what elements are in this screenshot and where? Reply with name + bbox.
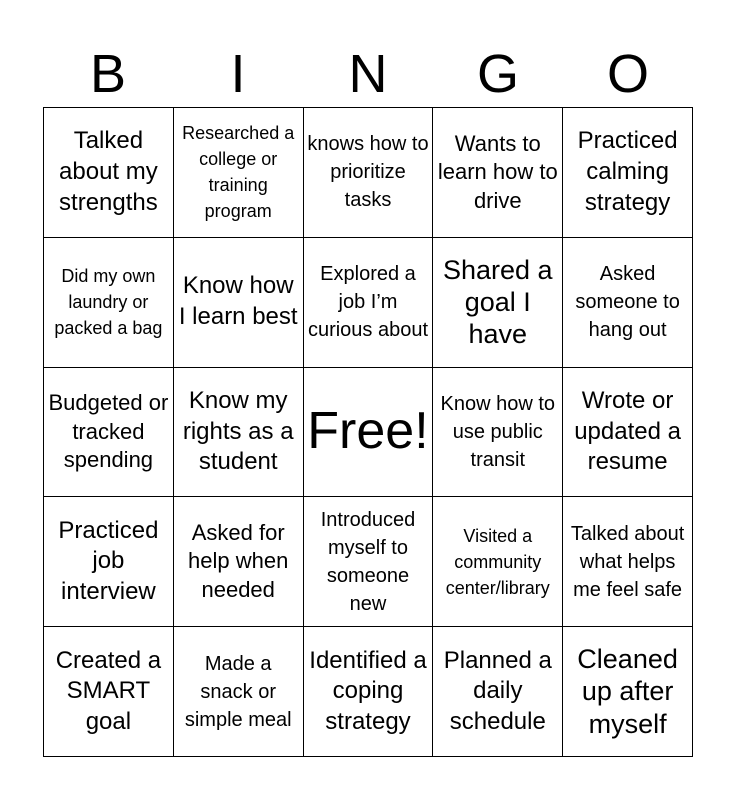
header-letter-n: N [348, 44, 388, 104]
bingo-cell-text: Created a SMART goal [55, 646, 162, 735]
bingo-cell[interactable] [44, 108, 174, 238]
bingo-cell-text: Know my rights as a student [182, 386, 294, 476]
bingo-cell-text: Made a snack or simple meal [184, 652, 292, 731]
bingo-cell-text: Shared a goal I have [442, 254, 553, 350]
bingo-cell[interactable] [44, 238, 174, 368]
bingo-cell[interactable] [433, 108, 563, 238]
header-letter-b: B [89, 44, 127, 104]
bingo-cell-text: Practiced job interview [58, 516, 159, 606]
bingo-header [43, 40, 693, 108]
bingo-cell-text: Know how I learn best [178, 272, 298, 331]
bingo-cell[interactable] [563, 108, 693, 238]
bingo-cell[interactable] [44, 497, 174, 627]
bingo-cell-text: Talked about my strengths [59, 127, 158, 216]
bingo-cell[interactable] [304, 627, 434, 757]
bingo-cell-text: Talked about what helps me feel safe [570, 522, 685, 601]
bingo-cell-free[interactable] [304, 368, 434, 498]
bingo-cell[interactable] [174, 108, 304, 238]
bingo-cell[interactable] [174, 627, 304, 757]
bingo-cell-text: Free! [307, 402, 429, 461]
bingo-cell[interactable] [563, 238, 693, 368]
bingo-cell-text: Planned a daily schedule [443, 646, 552, 735]
bingo-cell-text: Wants to learn how to drive [437, 130, 558, 213]
bingo-cell[interactable] [174, 368, 304, 498]
bingo-cell[interactable] [563, 497, 693, 627]
bingo-cell[interactable] [433, 368, 563, 498]
bingo-cell[interactable] [433, 627, 563, 757]
bingo-cell-text: Budgeted or tracked spending [48, 390, 169, 473]
bingo-cell[interactable] [563, 368, 693, 498]
bingo-cell[interactable] [44, 368, 174, 498]
bingo-cell[interactable] [563, 627, 693, 757]
bingo-cell[interactable] [433, 238, 563, 368]
header-letter-i: I [230, 44, 246, 104]
bingo-cell-text: Cleaned up after myself [577, 644, 678, 739]
bingo-cell-text: Explored a job I’m curious about [307, 263, 429, 342]
header-letter-o: O [606, 44, 649, 104]
bingo-cell-text: knows how to prioritize tasks [307, 133, 429, 212]
bingo-cell-text: Visited a community center/library [445, 525, 550, 598]
bingo-cell[interactable] [304, 238, 434, 368]
bingo-cell-text: Researched a college or training program [182, 123, 295, 222]
bingo-cell-text: Know how to use public transit [440, 392, 556, 471]
bingo-cell[interactable] [433, 497, 563, 627]
bingo-cell-text: Did my own laundry or packed a bag [54, 266, 163, 339]
bingo-grid [43, 107, 693, 757]
bingo-cell[interactable] [44, 627, 174, 757]
bingo-cell[interactable] [304, 108, 434, 238]
bingo-cell-text: Introduced myself to someone new [320, 508, 416, 615]
bingo-cell[interactable] [304, 497, 434, 627]
header-letter-g: G [476, 44, 519, 104]
bingo-cell-text: Asked someone to hang out [575, 263, 680, 342]
bingo-cell-text: Identified a coping strategy [309, 646, 427, 735]
bingo-cell[interactable] [174, 497, 304, 627]
bingo-cell-text: Practiced calming strategy [577, 127, 678, 216]
bingo-cell-text: Asked for help when needed [188, 519, 289, 603]
bingo-cell[interactable] [174, 238, 304, 368]
bingo-cell-text: Wrote or updated a resume [574, 386, 681, 476]
